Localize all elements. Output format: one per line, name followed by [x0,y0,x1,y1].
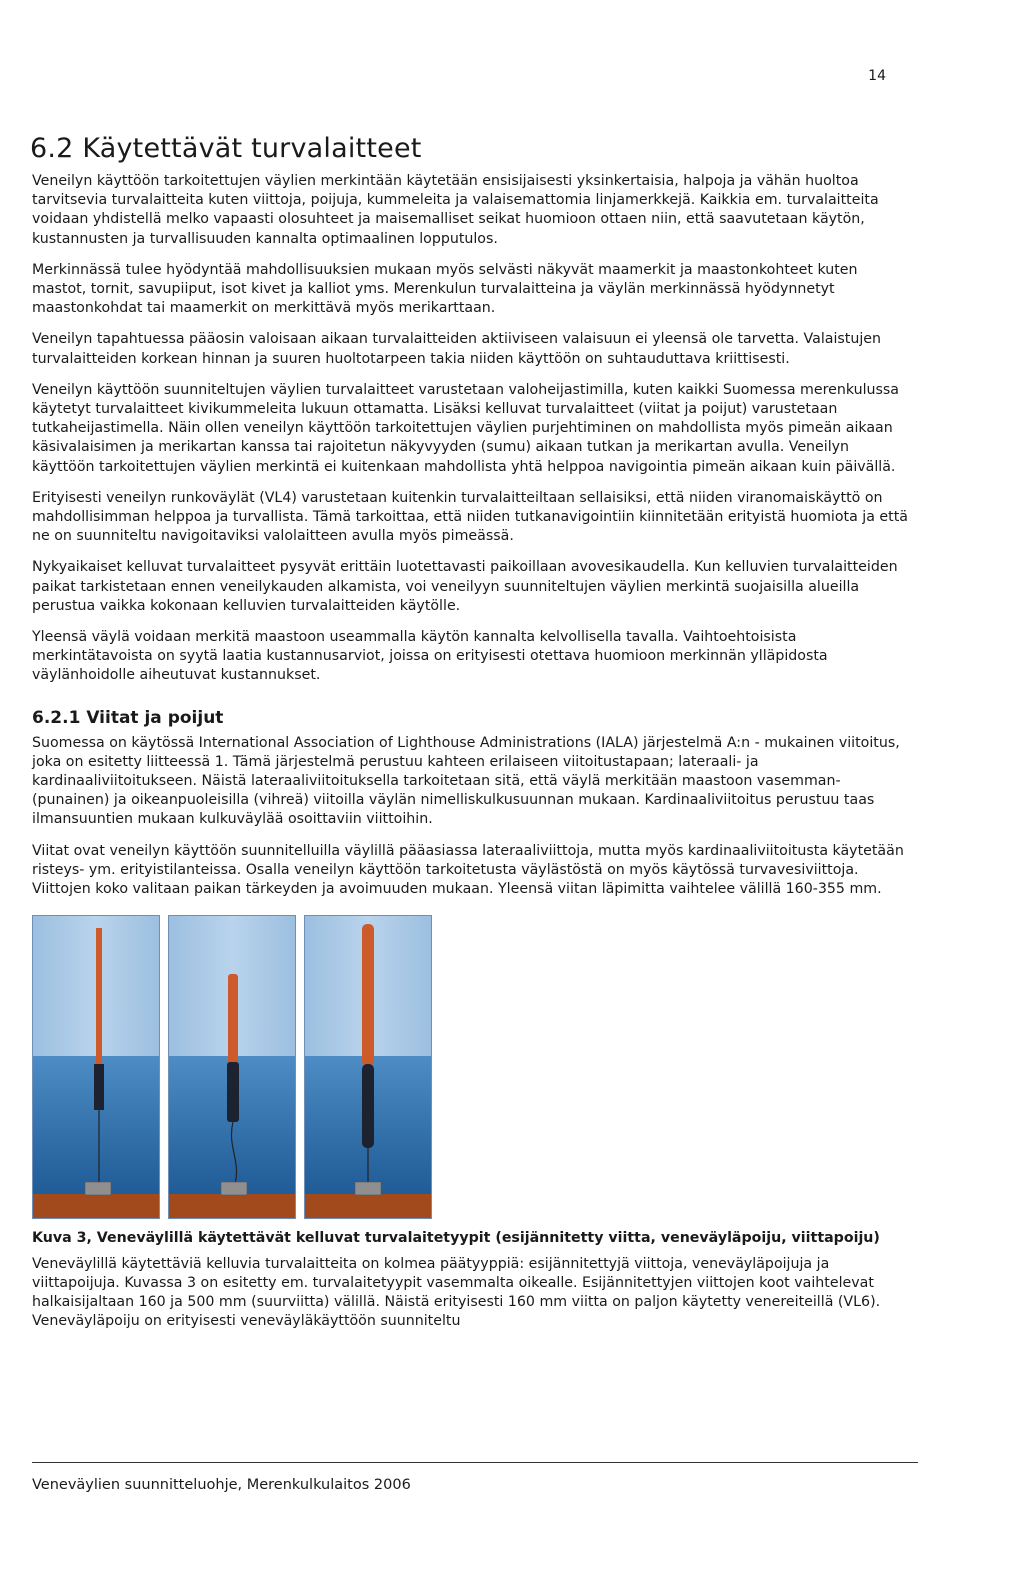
footer-divider [32,1462,918,1463]
seabed [169,1194,295,1218]
anchor-block [85,1182,111,1195]
buoy-body-red [228,974,238,1064]
figure-panel-channel-buoy [168,915,296,1219]
page-number: 14 [868,68,886,84]
buoy-spar-red [96,928,102,1066]
paragraph: Merkinnässä tulee hyödyntää mahdollisuuksien mukaan myös selvästi näkyvät maamerkit ja maastonkohteet kuten mastot, tornit, savupiiput, isot kivet ja kalliot yms. Merenkulun turvalaitteina ja väylän merkinnässä hyödynnetyt maastonkohdat tai maamerkit on merkittävä myös merikarttaan. [32,261,858,317]
buoy-bottom-dark [362,1064,374,1148]
figure-panel-spar-float [304,915,432,1219]
seabed [33,1194,159,1218]
figure-panel-spar-buoy [32,915,160,1219]
paragraph: Erityisesti veneilyn runkoväylät (VL4) varustetaan kuitenkin turvalaitteiltaan sellaisiksi, että niiden viranomaiskäyttö on mahdollisimman helppoa ja turvallista. Tämä tarkoittaa, että niiden tutkanavigointiin kiinnitetään erityistä huomiota ja että ne on suunniteltu navigoitaviksi valolaitteen avulla myös pimeässä. [32,489,908,545]
paragraph: Veneilyn tapahtuessa pääosin valoisaan aikaan turvalaitteiden aktiiviseen valaisuun ei yleensä ole tarvetta. Valaistujen turvalaitteiden korkean hinnan ja suuren huoltotarpeen takia niiden käyttöön on suhtauduttava kriittisesti. [32,331,882,367]
paragraph: Veneilyn käyttöön suunniteltujen väylien turvalaitteet varustetaan valoheijastimilla, kuten kaikki Suomessa merenkulussa käytetyt turvalaitteet kivikummeleita lukuun ottamatta. Lisäksi kelluvat turvalaitteet (viitat ja poijut) varustetaan tutkaheijastimella. Näin ollen veneilyn käyttöön tarkoitettujen väylien purjehtiminen on mahdollista myös pimeän aikaan käsivalaisimen ja merikartan kanssa tai rajoitetun näkyvyyden (sumu) aikaan tutkan ja merikartan avulla. Veneilyn käyttöön tarkoitettujen väylien merkintä ei kuitenkaan mahdollista yhtä helppoa navigointia pimeän aikaan kuin päivällä. [32,381,900,475]
subsection-title: 6.2.1 Viitat ja poijut [32,707,224,728]
buoy-top-red [362,924,374,1066]
paragraph: Yleensä väylä voidaan merkitä maastoon useammalla käytön kannalta kelvollisella tavalla. Vaihtoehtoisista merkintätavoista on syytä laatia kustannusarviot, joissa on erityisesti otettava huomioon merkinnän ylläpidosta väylänhoidolle aiheutuvat kustannukset. [32,629,828,684]
paragraph: Nykyaikaiset kelluvat turvalaitteet pysyvät erittäin luotettavasti paikoillaan avovesikaudella. Kun kelluvien turvalaitteiden paikat tarkistetaan ennen veneilykauden alkamista, voi veneilyyn suunniteltujen väylien merkintä suojaisilla alueilla perustua vaikka kokonaan kelluvien turvalaitteiden käytölle. [32,559,898,614]
page-content [32,132,912,1343]
paragraph: Veneväylillä käytettäviä kelluvia turvalaitteita on kolmea päätyyppiä: esijännitettyjä viittoja, veneväyläpoijuja ja viittapoijuja. Kuvassa 3 on esitetty em. turvalaitetyypit vasemmalta oikealle. Esijännitettyjen viittojen koot vaihtelevat halkaisijaltaan 160 ja 500 mm (suurviitta) välillä. Näistä erityisesti 160 mm viitta on paljon käytetty venereiteillä (VL6). Veneväyläpoiju on erityisesti veneväyläkäyttöön suunniteltu [32,1255,881,1330]
buoy-figure [32,915,912,1217]
anchor-block [355,1182,381,1195]
paragraph: Veneilyn käyttöön tarkoitettujen väylien merkintään käytetään ensisijaisesti yksinkertaisia, halpoja ja vähän huoltoa tarvitsevia turvalaitteita kuten viittoja, poijuja, kummeleita ja valaisemattomia linjamerkkejä. Kaikkia em. turvalaitteita voidaan yhdistellä melko vapaasti olosuhteet ja maisemalliset seikat huomioon ottaen niin, että saavutetaan käytön, kustannusten ja turvallisuuden kannalta optimaalinen lopputulos. [32,173,879,247]
seabed [305,1194,431,1218]
anchor-block [221,1182,247,1195]
section-title: 6.2 Käytettävät turvalaitteet [30,133,422,164]
paragraph: Suomessa on käytössä International Association of Lighthouse Administrations (IALA) järjestelmä A:n - mukainen viitoitus, joka on esitetty liitteessä 1. Tämä järjestelmä perustuu kahteen erilaiseen viitoitustapaan; lateraali- ja kardinaaliviitoitukseen. Näistä lateraaliviitoituksella tarkoitetaan sitä, että väylä merkitään maastoon vasemman- (punainen) ja oikeanpuoleisilla (vihreä) viitoilla väylän nimelliskulkusuunnan mukaan. Kardinaaliviitoitus perustuu taas ilmansuuntien mukaan kulkuväylää osoittaviin viittoihin. [32,734,900,828]
buoy-body-dark [227,1062,239,1122]
figure-caption: Kuva 3, Veneväylillä käytettävät kelluvat turvalaitetyypit (esijännitetty viitta, veneväyläpoiju, viittapoiju) [32,1230,880,1247]
buoy-spar-dark [94,1064,104,1110]
paragraph: Viitat ovat veneilyn käyttöön suunnitelluilla väylillä pääasiassa lateraaliviittoja, mutta myös kardinaaliviitoitusta käytetään risteys- ym. erityistilanteissa. Osalla veneilyn käyttöön tarkoitetusta väylästöstä on myös käytössä turvavesiviittoja. Viittojen koko valitaan paikan tärkeyden ja avoimuuden mukaan. Yleensä viitan läpimitta vaihtelee välillä 160-355 mm. [32,842,904,898]
footer-text: Veneväylien suunnitteluohje, Merenkulkulaitos 2006 [32,1477,411,1493]
